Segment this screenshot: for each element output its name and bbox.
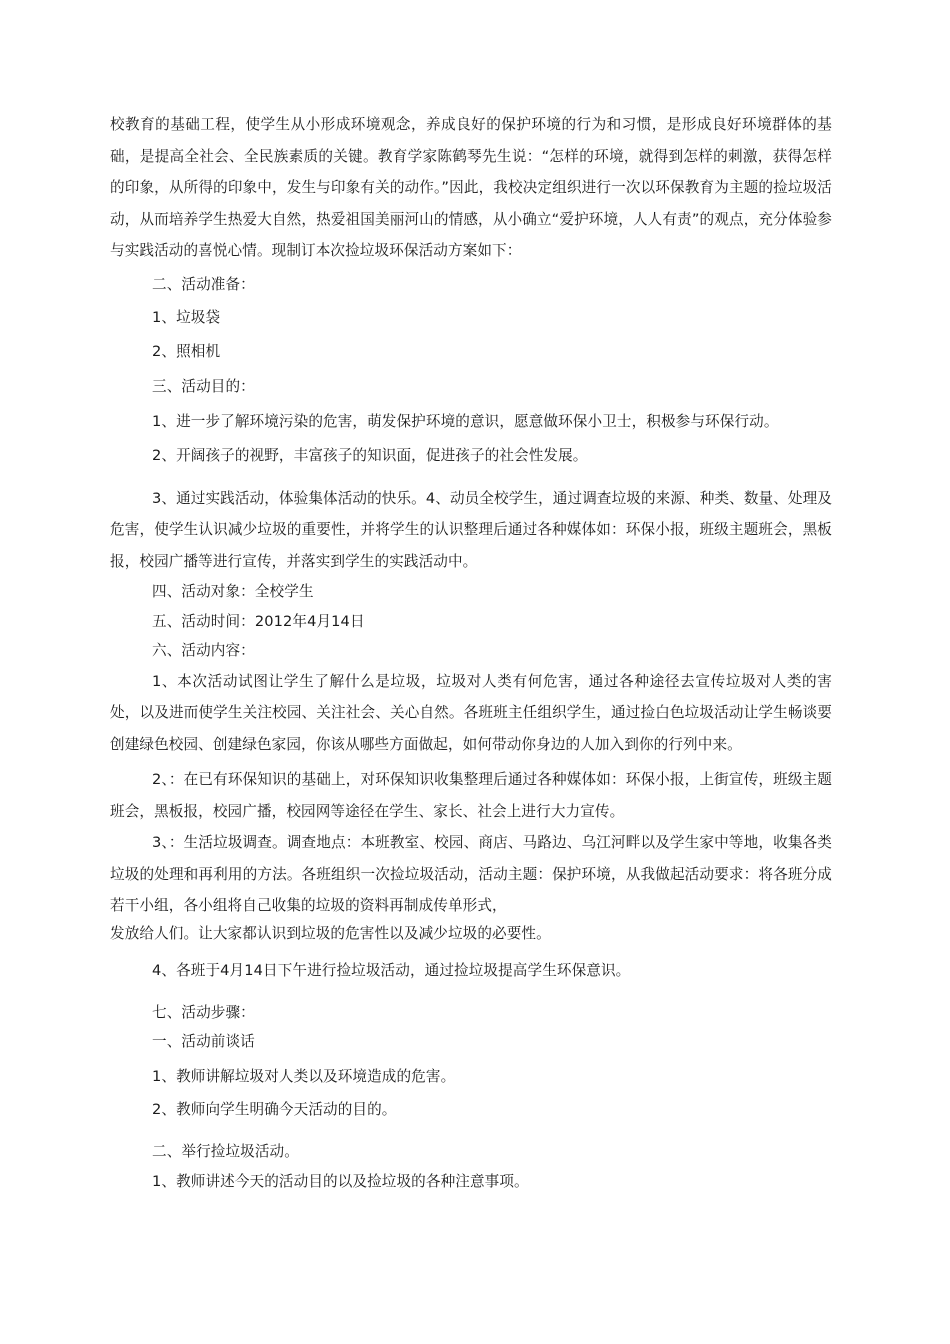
paragraph-intro: 校教育的基础工程，使学生从小形成环境观念，养成良好的保护环境的行为和习惯，是形成良好环境群体的基础，是提高全社会、全民族素质的关键。教育学家陈鹤琴先生说：“怎样的环境，就得到怎样的刺激，获得怎样的印象，从所得的印象中，发生与印象有关的动作。”因此，我校决定组织进行一次以环保教育为主题的捡垃圾活动，从而培养学生热爱大自然，热爱祖国美丽河山的情感，从小确立“爱护环境，人人有责”的观点，充分体验参与实践活动的喜悦心情。现制订本次捡垃圾环保活动方案如下：	[110, 116, 832, 259]
step-1-heading: 一、活动前谈话	[152, 1033, 255, 1050]
document-body	[110, 109, 832, 1198]
heading-purpose: 三、活动目的：	[152, 378, 255, 395]
purpose-item-3: 3、通过实践活动，体验集体活动的快乐。4、动员全校学生，通过调查垃圾的来源、种类、数量、处理及危害，使学生认识减少垃圾的重要性，并将学生的认识整理后通过各种媒体如：环保小报，班级主题班会，黑板报，校园广播等进行宣传，并落实到学生的实践活动中。	[110, 489, 832, 570]
step-1-item-2: 2、教师向学生明确今天活动的目的。	[152, 1101, 397, 1118]
step-2-item-1: 1、教师讲述今天的活动目的以及捡垃圾的各种注意事项。	[152, 1173, 529, 1190]
step-1-item-1: 1、教师讲解垃圾对人类以及环境造成的危害。	[152, 1067, 456, 1085]
list-item-trash-bags: 1、垃圾袋	[152, 309, 221, 326]
heading-content: 六、活动内容：	[152, 642, 255, 659]
heading-steps: 七、活动步骤：	[152, 1003, 255, 1021]
list-item-camera: 2、照相机	[152, 342, 221, 360]
content-item-1: 1、本次活动试图让学生了解什么是垃圾，垃圾对人类有何危害，通过各种途径去宣传垃圾对人类的害处，以及进而使学生关注校园、关注社会、关心自然。各班班主任组织学生，通过捡白色垃圾活动让学生畅谈要创建绿色校园、创建绿色家园，你该从哪些方面做起，如何带动你身边的人加入到你的行列中来。	[110, 672, 832, 753]
heading-preparation: 二、活动准备：	[152, 275, 255, 293]
purpose-item-1: 1、进一步了解环境污染的危害，萌发保护环境的意识，愿意做环保小卫士，积极参与环保行动。	[152, 412, 779, 430]
heading-time: 五、活动时间：2012年4月14日	[152, 612, 365, 630]
heading-participants: 四、活动对象：全校学生	[152, 583, 314, 600]
content-item-3-continued: 发放给人们。让大家都认识到垃圾的危害性以及减少垃圾的必要性。	[110, 924, 551, 942]
content-item-4: 4、各班于4月14日下午进行捡垃圾活动，通过捡垃圾提高学生环保意识。	[152, 962, 631, 979]
step-2-heading: 二、举行捡垃圾活动。	[152, 1142, 299, 1160]
purpose-item-2: 2、开阔孩子的视野，丰富孩子的知识面，促进孩子的社会性发展。	[152, 447, 588, 464]
content-item-2: 2、：在已有环保知识的基础上，对环保知识收集整理后通过各种媒体如：环保小报，上街宣传，班级主题班会，黑板报，校园广播，校园网等途径在学生、家长、社会上进行大力宣传。	[110, 771, 832, 820]
content-item-3: 3、：生活垃圾调查。调查地点：本班教室、校园、商店、马路边、乌江河畔以及学生家中等地，收集各类垃圾的处理和再利用的方法。各班组织一次捡垃圾活动，活动主题：保护环境，从我做起活动要求：将各班分成若干小组，各小组将自己收集的垃圾的资料再制成传单形式，	[110, 834, 832, 914]
